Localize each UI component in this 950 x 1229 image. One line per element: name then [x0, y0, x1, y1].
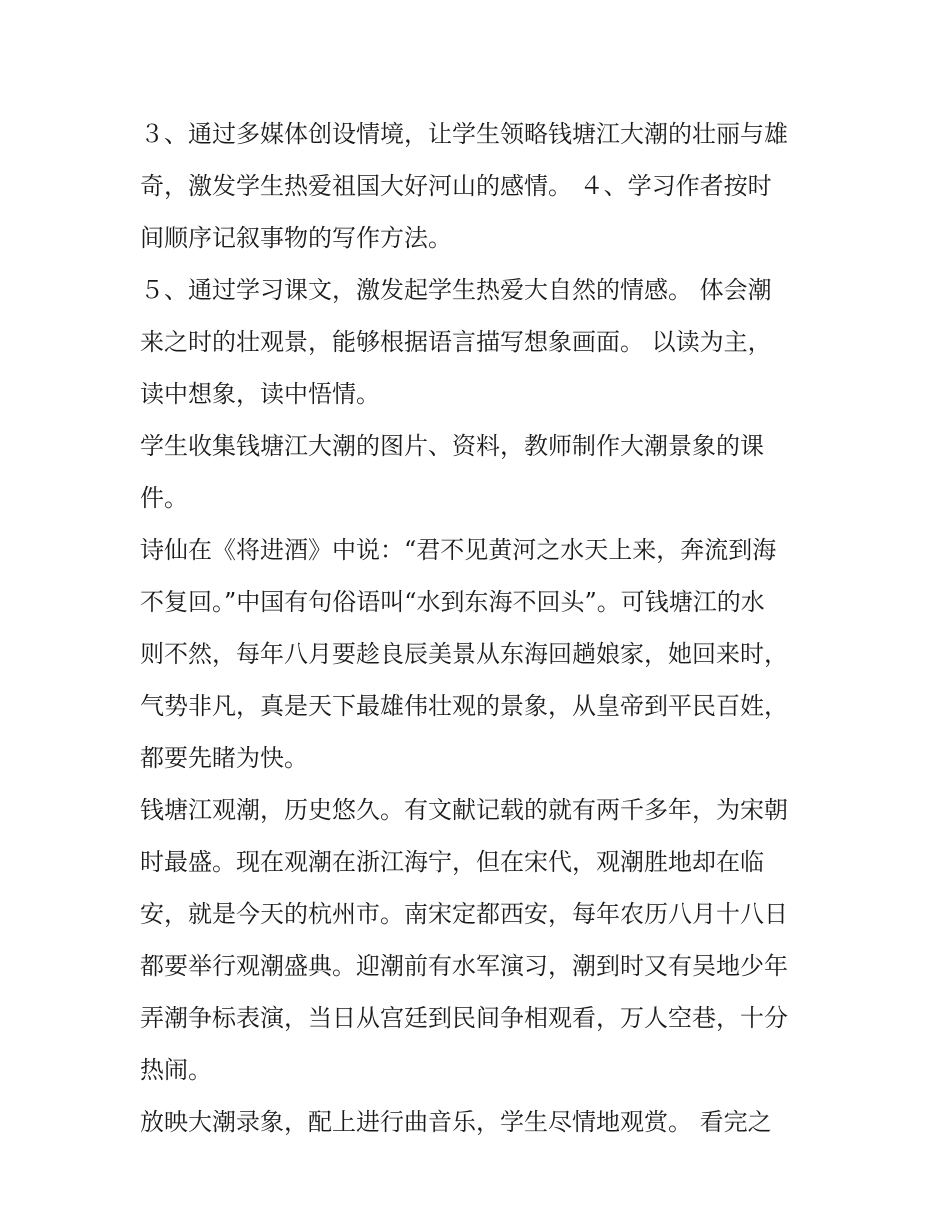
text-line: 气势非凡，真是天下最雄伟壮观的景象，从皇帝到平民百姓， [140, 692, 788, 720]
text-line: 学生收集钱塘江大潮的图片、资料，教师制作大潮景象的课 [140, 432, 764, 460]
text-line: 安，就是今天的杭州市。南宋定都西安，每年农历八月十八日 [140, 900, 788, 928]
text-line: 放映大潮录象，配上进行曲音乐，学生尽情地观赏。 看完之 [140, 1108, 772, 1136]
text-line: 件。 [140, 484, 188, 512]
text-line: 热闹。 [140, 1056, 212, 1084]
text-line: 读中想象，读中悟情。 [140, 380, 380, 408]
text-line: 奇，激发学生热爱祖国大好河山的感情。 ４、学习作者按时 [140, 172, 772, 200]
text-line: 来之时的壮观景，能够根据语言描写想象画面。 以读为主， [140, 328, 772, 356]
text-line: 都要先睹为快。 [140, 744, 308, 772]
text-line: 时最盛。现在观潮在浙江海宁，但在宋代，观潮胜地却在临 [140, 848, 764, 876]
text-line: 间顺序记叙事物的写作方法。 [140, 224, 452, 252]
document-body [140, 108, 820, 1148]
text-line: ５、通过学习课文，激发起学生热爱大自然的情感。 体会潮 [140, 276, 772, 304]
text-line: 弄潮争标表演，当日从宫廷到民间争相观看，万人空巷，十分 [140, 1004, 788, 1032]
text-line: 不复回。”中国有句俗语叫“水到东海不回头”。可钱塘江的水 [140, 588, 765, 616]
text-line: ３、通过多媒体创设情境，让学生领略钱塘江大潮的壮丽与雄 [140, 120, 788, 148]
text-line: 则不然，每年八月要趁良辰美景从东海回趟娘家，她回来时， [140, 640, 788, 668]
text-line: 诗仙在《将进酒》中说：“君不见黄河之水天上来，奔流到海 [140, 536, 777, 564]
text-line: 都要举行观潮盛典。迎潮前有水军演习，潮到时又有吴地少年 [140, 952, 788, 980]
text-line: 钱塘江观潮，历史悠久。有文献记载的就有两千多年，为宋朝 [140, 796, 788, 824]
